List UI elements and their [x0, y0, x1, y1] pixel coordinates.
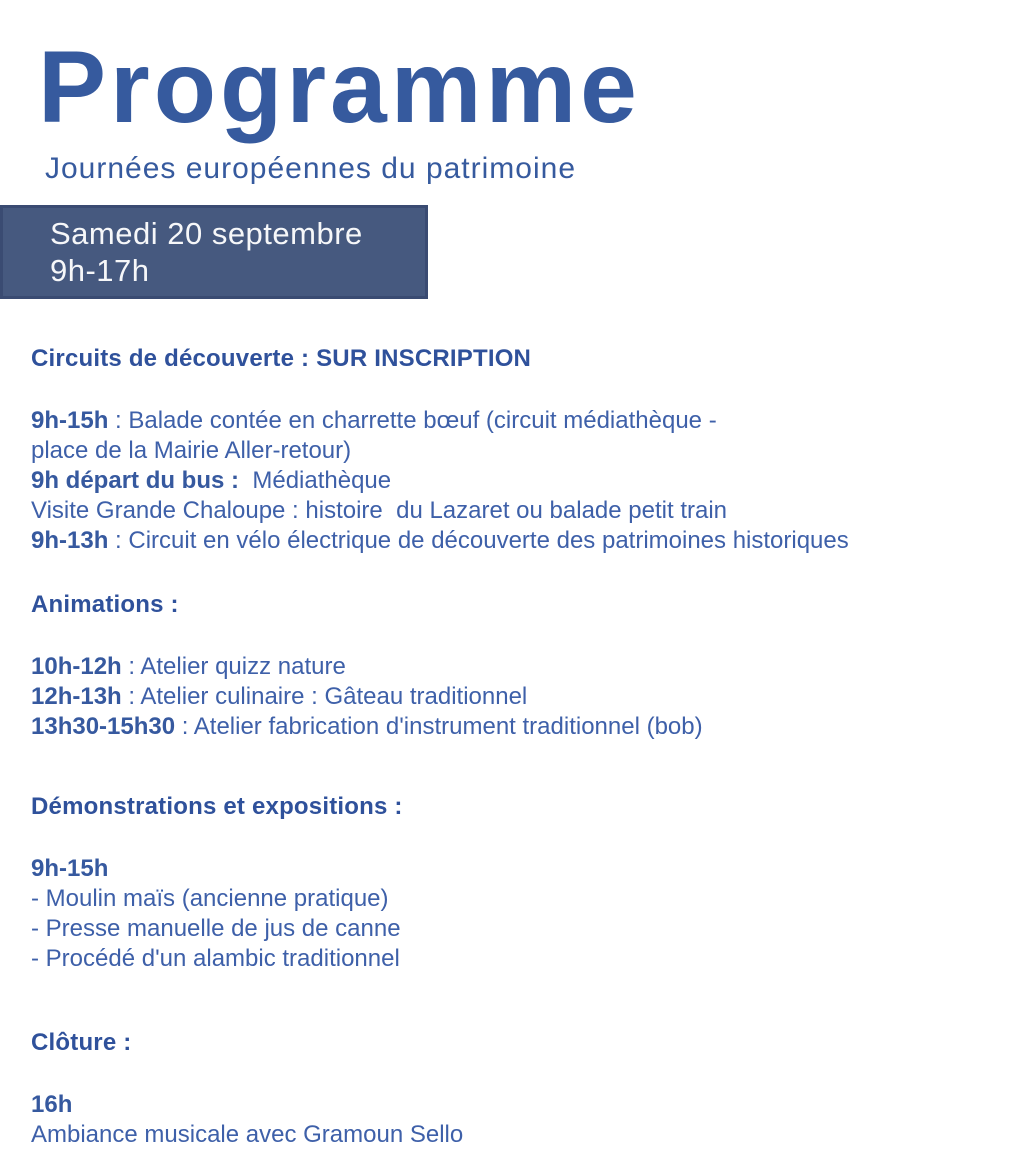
page-subtitle: Journées européennes du patrimoine [45, 152, 577, 185]
program-line [31, 944, 1000, 974]
time-label: 9h-13h [31, 527, 109, 554]
program-line [31, 1090, 1000, 1120]
program-line [31, 682, 1000, 712]
program-content [0, 299, 1024, 1150]
program-line [31, 526, 1000, 556]
section-circuits [31, 346, 1000, 556]
line-text: Visite Grande Chaloupe : histoire du Lazaret ou balade petit train [31, 497, 727, 524]
program-line [31, 406, 1000, 436]
line-text: : Balade contée en charrette bœuf (circuit médiathèque - [108, 407, 717, 434]
program-line [31, 914, 1000, 944]
line-text: : Atelier fabrication d'instrument traditionnel (bob) [175, 713, 703, 740]
page-header [0, 0, 1024, 186]
time-label: 13h30-15h30 [31, 713, 176, 740]
section-heading: Animations : [31, 591, 179, 618]
section-heading: Circuits de découverte : SUR INSCRIPTION [31, 345, 532, 372]
line-text: : Atelier quizz nature [121, 653, 346, 680]
program-line [31, 712, 1000, 742]
page-title: Programme [38, 30, 641, 144]
program-line [31, 854, 1000, 884]
section-heading: Clôture : [31, 1029, 132, 1056]
time-label: 9h départ du bus : [31, 467, 240, 494]
time-label: 9h-15h [31, 855, 109, 882]
line-text: Médiathèque [239, 467, 392, 494]
program-line [31, 436, 1000, 466]
time-label: 12h-13h [31, 683, 122, 710]
line-text: : Atelier culinaire : Gâteau traditionnel [121, 683, 528, 710]
section-animations [31, 592, 1000, 742]
line-text: place de la Mairie Aller-retour) [31, 437, 352, 464]
banner-date: Samedi 20 septembre [50, 216, 363, 251]
section-cloture [31, 1030, 1000, 1150]
line-text: - Moulin maïs (ancienne pratique) [31, 885, 389, 912]
line-text: : Circuit en vélo électrique de découverte des patrimoines historiques [108, 527, 849, 554]
time-label: 9h-15h [31, 407, 109, 434]
section-demonstrations [31, 794, 1000, 974]
line-text: - Presse manuelle de jus de canne [31, 915, 401, 942]
time-label: 16h [31, 1091, 73, 1118]
program-line [31, 1120, 1000, 1150]
program-line [31, 466, 1000, 496]
time-label: 10h-12h [31, 653, 122, 680]
banner-hours: 9h-17h [50, 253, 150, 288]
section-heading: Démonstrations et expositions : [31, 793, 403, 820]
line-text: - Procédé d'un alambic traditionnel [31, 945, 400, 972]
program-line [31, 884, 1000, 914]
line-text: Ambiance musicale avec Gramoun Sello [31, 1121, 464, 1148]
date-banner [0, 205, 428, 299]
program-line [31, 496, 1000, 526]
program-line [31, 652, 1000, 682]
